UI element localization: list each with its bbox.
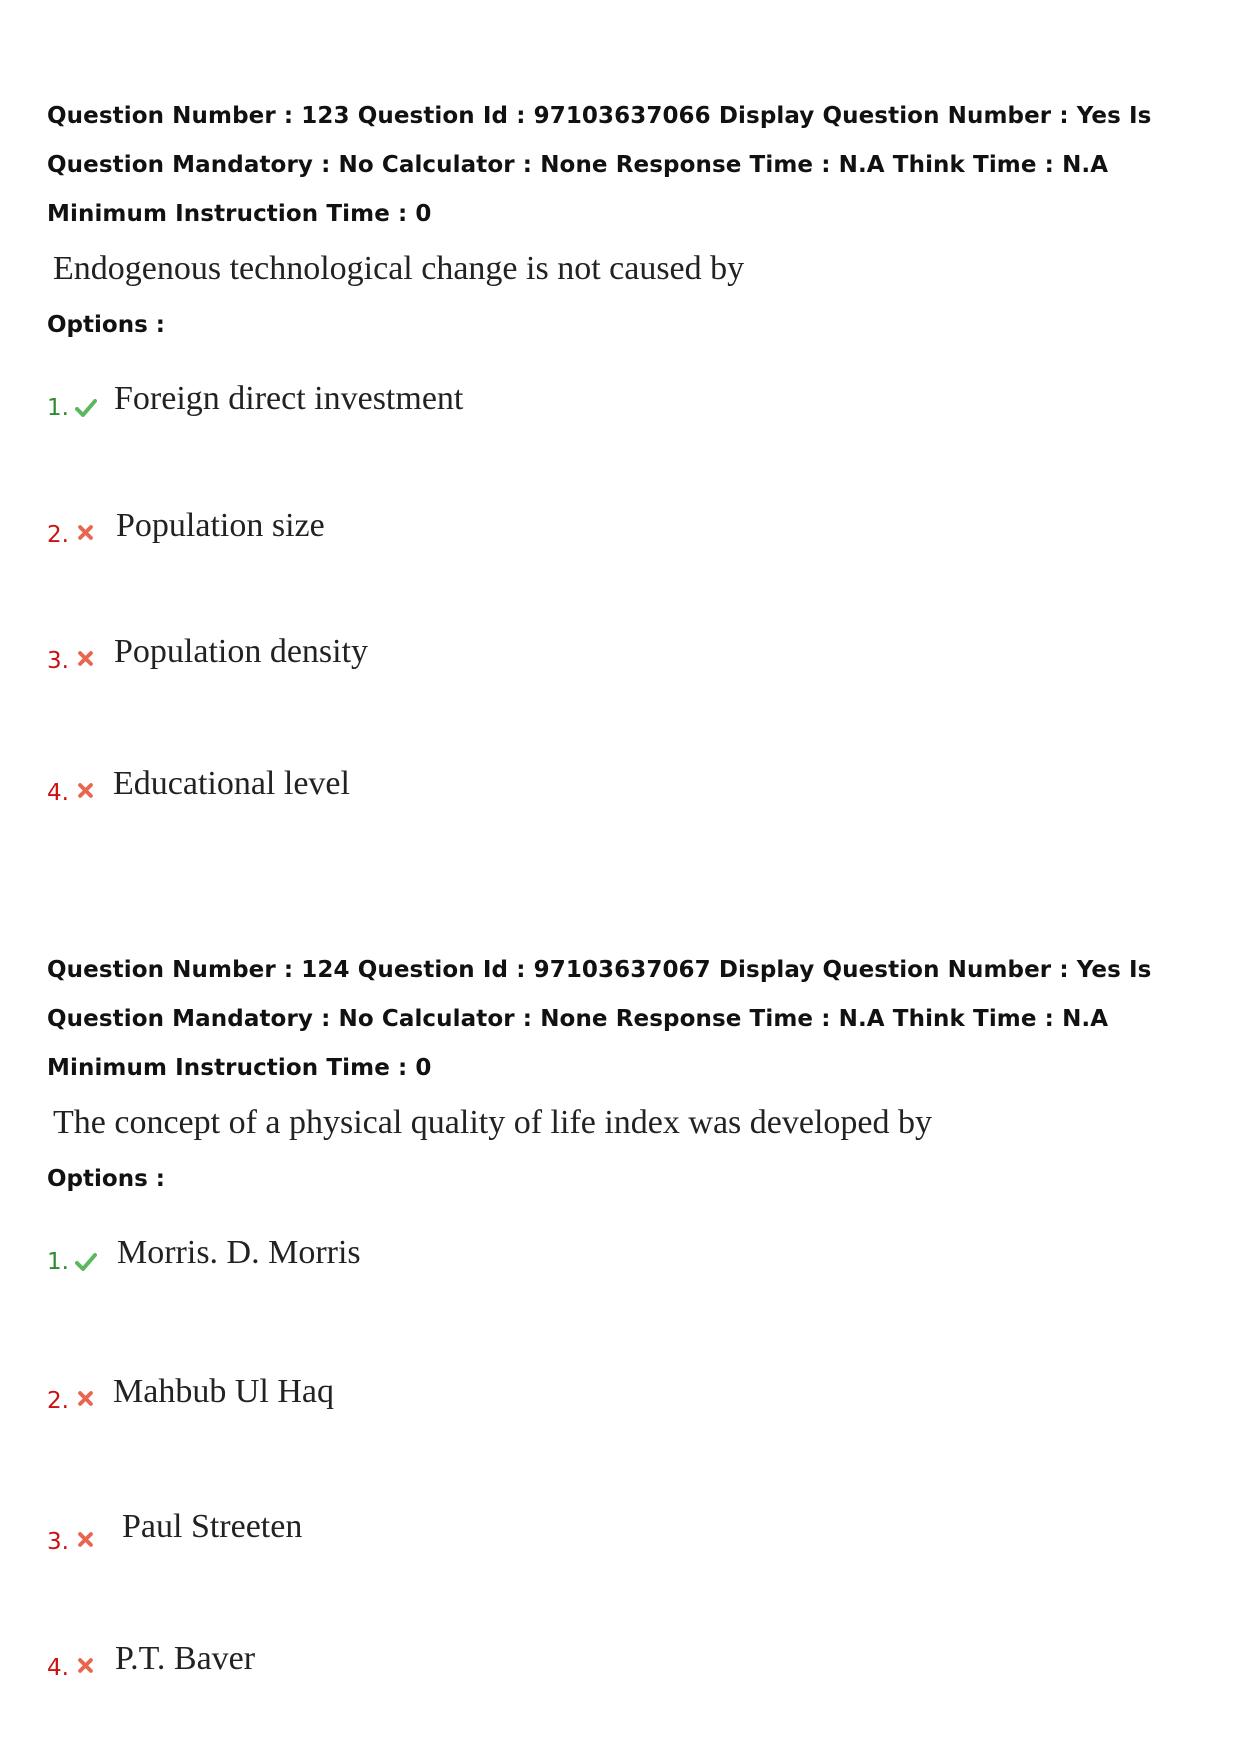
question-text: Endogenous technological change is not caused by [53, 250, 745, 287]
option-item [47, 764, 747, 824]
option-number: 2. [47, 1388, 69, 1414]
option-item [47, 1233, 747, 1293]
cross-icon [77, 524, 94, 541]
option-text: Population density [114, 633, 369, 670]
options-label: Options : [47, 1166, 165, 1192]
option-text: Population size [116, 507, 325, 544]
option-text: Educational level [113, 765, 350, 802]
option-number: 3. [47, 648, 69, 674]
option-item [47, 379, 747, 439]
cross-icon [77, 782, 94, 799]
option-number: 1. [47, 395, 69, 421]
option-number: 4. [47, 1655, 69, 1681]
option-text: Morris. D. Morris [117, 1234, 361, 1271]
option-text: Paul Streeten [122, 1508, 303, 1545]
option-text: Foreign direct investment [114, 380, 464, 417]
question-header: Question Number : 123 Question Id : 97103637066 Display Question Number : Yes Is Question Mandatory : No Calculator : None Response Time : N.A Think Time : N.A Minimum Instruction Time : 0 [47, 103, 1152, 227]
check-icon [75, 397, 97, 419]
option-item [47, 506, 747, 566]
option-number: 3. [47, 1529, 69, 1555]
question-block [47, 92, 1207, 806]
options-label: Options : [47, 312, 165, 338]
cross-icon [77, 1531, 94, 1548]
option-item [47, 1639, 747, 1699]
option-item [47, 1508, 747, 1573]
cross-icon [77, 1657, 94, 1674]
check-icon [75, 1251, 97, 1273]
cross-icon [77, 1390, 94, 1407]
cross-icon [77, 650, 94, 667]
question-header: Question Number : 124 Question Id : 97103637067 Display Question Number : Yes Is Question Mandatory : No Calculator : None Response Time : N.A Think Time : N.A Minimum Instruction Time : 0 [47, 957, 1152, 1081]
option-number: 4. [47, 780, 69, 806]
option-item [47, 1372, 747, 1432]
option-item [47, 632, 747, 692]
option-text: Mahbub Ul Haq [113, 1373, 334, 1410]
question-text: The concept of a physical quality of life index was developed by [53, 1104, 932, 1141]
option-number: 2. [47, 522, 69, 548]
option-number: 1. [47, 1249, 69, 1275]
option-text: P.T. Baver [115, 1640, 256, 1677]
question-block [47, 946, 1207, 1681]
